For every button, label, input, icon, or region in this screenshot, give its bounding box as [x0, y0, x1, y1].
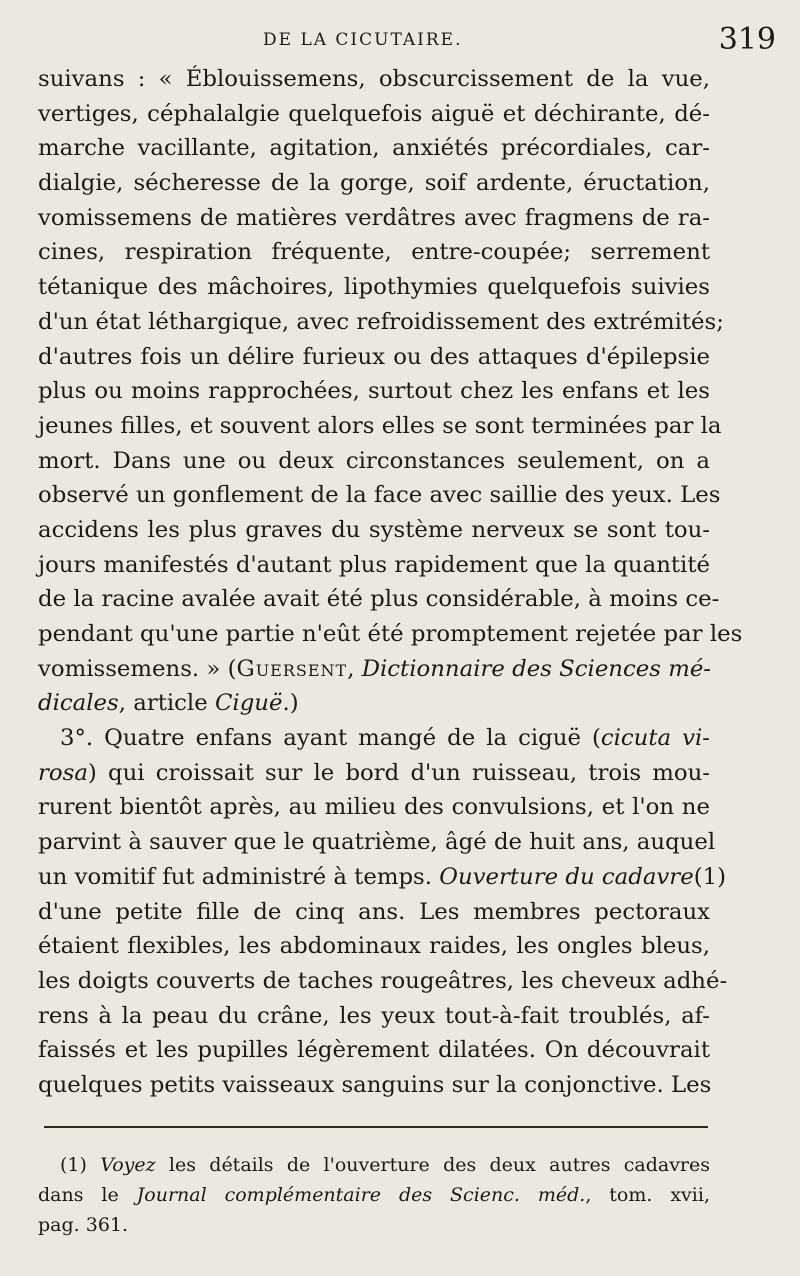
footnote: [38, 1150, 710, 1240]
footnote-line: dans le Journal complémentaire des Scienc. méd., tom. xvii,: [38, 1184, 710, 1206]
text-line: suivans : « Éblouissemens, obscurcissement de la vue,: [38, 66, 710, 92]
text-line: de la racine avalée avait été plus considérable, à moins ce-: [38, 586, 720, 613]
text-line: dialgie, sécheresse de la gorge, soif ardente, éructation,: [38, 170, 710, 197]
paragraph-3-line: faissés et les pupilles légèrement dilatées. On découvrait: [38, 1037, 710, 1064]
paragraph-3-line: d'une petite fille de cinq ans. Les membres pectoraux: [38, 898, 710, 925]
text-line: plus ou moins rapprochées, surtout chez les enfans et les: [38, 378, 710, 405]
citation-work: Dictionnaire des Sciences mé-: [361, 655, 712, 682]
text-line: cines, respiration fréquente, entre-coupée; serrement: [38, 239, 710, 266]
text-line: mort. Dans une ou deux circonstances seulement, on a: [38, 447, 710, 474]
citation-article: Ciguë: [214, 690, 283, 717]
paragraph-3-line: quelques petits vaisseaux sanguins sur la conjonctive. Les: [38, 1071, 712, 1098]
text-line: d'un état léthargique, avec refroidissement des extrémités;: [38, 308, 724, 335]
text-line: observé un gonflement de la face avec saillie des yeux. Les: [38, 482, 721, 509]
citation-line: dicales, article Ciguë.): [38, 690, 299, 717]
citation-line: vomissemens. » (Guersent, Dictionnaire des Sciences mé-: [38, 655, 712, 682]
paragraph-3-line: 3°. Quatre enfans ayant mangé de la ciguë (cicuta vi-: [60, 725, 710, 752]
paragraph-3-line: rens à la peau du crâne, les yeux tout-à-fait troublés, af-: [38, 1002, 710, 1029]
running-title: DE LA CICUTAIRE.: [263, 30, 463, 50]
footnote-ref: (1): [693, 863, 726, 890]
text-line: jeunes filles, et souvent alors elles se sont terminées par la: [38, 412, 722, 439]
footnote-line: (1) Voyez les détails de l'ouverture des deux autres cadavres: [60, 1154, 711, 1176]
text-line: vertiges, céphalalgie quelquefois aiguë et déchirante, dé-: [38, 100, 710, 127]
paragraph-3-line: rosa) qui croissait sur le bord d'un ruisseau, trois mou-: [38, 759, 710, 786]
text-line: pendant qu'une partie n'eût été promptement rejetée par les: [38, 621, 743, 647]
citation-author: Guersent: [236, 655, 348, 682]
page-number: 319: [718, 22, 776, 57]
page-header: [38, 22, 776, 62]
paragraph-3-line: parvint à sauver que le quatrième, âgé de huit ans, auquel: [38, 829, 716, 856]
text-line: d'autres fois un délire furieux ou des attaques d'épilepsie: [38, 343, 710, 370]
body-text: [38, 62, 743, 1103]
paragraph-3-line: rurent bientôt après, au milieu des convulsions, et l'on ne: [38, 794, 710, 821]
text-line: vomissemens de matières verdâtres avec fragmens de ra-: [38, 204, 710, 231]
paragraph-3-line: étaient flexibles, les abdominaux raides, les ongles bleus,: [38, 933, 710, 960]
text-line: jours manifestés d'autant plus rapidement que la quantité: [38, 551, 710, 578]
text-line: accidens les plus graves du système nerveux se sont tou-: [38, 516, 710, 543]
journal-title: Journal complémentaire des Scienc. méd.: [136, 1184, 586, 1206]
text-line: marche vacillante, agitation, anxiétés précordiales, car-: [38, 135, 710, 162]
footnote-line: pag. 361.: [38, 1214, 129, 1236]
footnote-divider: [44, 1126, 708, 1128]
paragraph-3-line: les doigts couverts de taches rougeâtres, les cheveux adhé-: [38, 967, 728, 994]
paragraph-3-line: un vomitif fut administré à temps. Ouverture du cadavre(1): [38, 863, 726, 890]
text-line: tétanique des mâchoires, lipothymies quelquefois suivies: [38, 274, 710, 301]
